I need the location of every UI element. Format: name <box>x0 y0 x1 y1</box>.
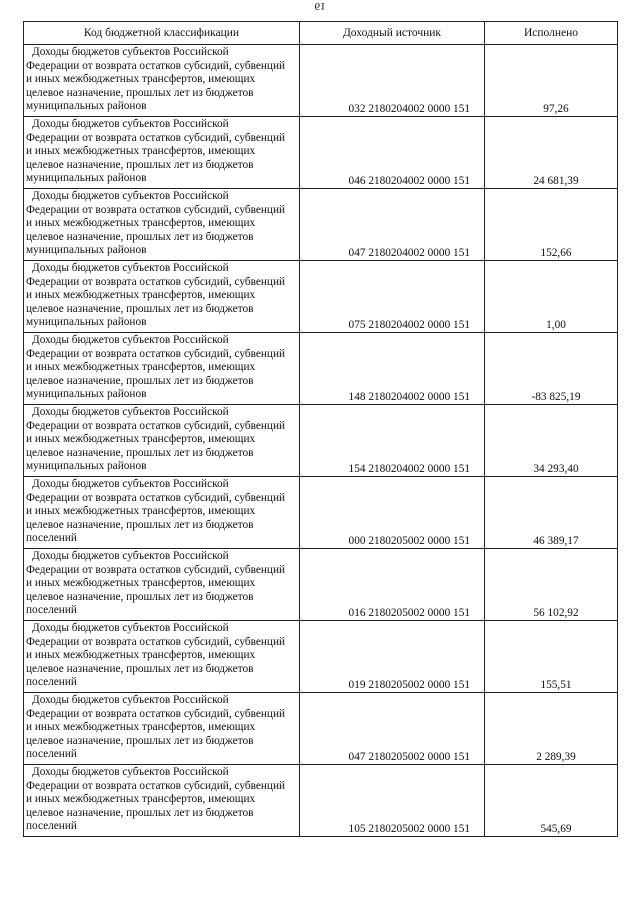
row-executed-value: 155,51 <box>485 621 618 693</box>
row-description <box>24 549 300 621</box>
description-line: Доходы бюджетов субъектов Российской <box>32 262 229 274</box>
row-description <box>24 405 300 477</box>
description-line: Доходы бюджетов субъектов Российской <box>32 550 229 562</box>
row-executed-value: 34 293,40 <box>485 405 618 477</box>
description-line: целевое назначение, прошлых лет из бюджетов <box>26 86 254 99</box>
description-line: муниципальных районов <box>26 244 147 257</box>
description-line: целевое назначение, прошлых лет из бюджетов <box>26 302 254 315</box>
description-line: Доходы бюджетов субъектов Российской <box>32 118 229 130</box>
description-line: Доходы бюджетов субъектов Российской <box>32 190 229 202</box>
description-line: Федерации от возврата остатков субсидий, субвенций <box>26 275 286 288</box>
description-line: и иных межбюджетных трансфертов, имеющих <box>26 649 256 662</box>
description-line: поселений <box>26 604 77 617</box>
description-line: муниципальных районов <box>26 388 147 401</box>
table-row <box>24 405 618 477</box>
description-line: Федерации от возврата остатков субсидий, субвенций <box>26 635 286 648</box>
description-line: Федерации от возврата остатков субсидий, субвенций <box>26 779 286 792</box>
description-line: целевое назначение, прошлых лет из бюджетов <box>26 230 254 243</box>
row-source-code: 032 2180204002 0000 151 <box>300 45 485 117</box>
header-row <box>24 22 618 45</box>
description-line: целевое назначение, прошлых лет из бюджетов <box>26 158 254 171</box>
row-description <box>24 693 300 765</box>
row-source-code: 105 2180205002 0000 151 <box>300 765 485 837</box>
row-source-code: 075 2180204002 0000 151 <box>300 261 485 333</box>
row-description <box>24 477 300 549</box>
description-line: и иных межбюджетных трансфертов, имеющих <box>26 73 256 86</box>
row-source-code: 047 2180205002 0000 151 <box>300 693 485 765</box>
description-line: и иных межбюджетных трансфертов, имеющих <box>26 433 256 446</box>
table-row <box>24 765 618 837</box>
description-line: Доходы бюджетов субъектов Российской <box>32 46 229 58</box>
description-line: поселений <box>26 748 77 761</box>
description-line: поселений <box>26 820 77 833</box>
description-line: поселений <box>26 532 77 545</box>
table-body <box>24 45 618 837</box>
description-line: и иных межбюджетных трансфертов, имеющих <box>26 145 256 158</box>
description-line: и иных межбюджетных трансфертов, имеющих <box>26 505 256 518</box>
row-source-code: 019 2180205002 0000 151 <box>300 621 485 693</box>
description-line: муниципальных районов <box>26 460 147 473</box>
description-line: муниципальных районов <box>26 172 147 185</box>
row-executed-value: -83 825,19 <box>485 333 618 405</box>
description-line: поселений <box>26 676 77 689</box>
description-line: целевое назначение, прошлых лет из бюджетов <box>26 374 254 387</box>
description-line: Федерации от возврата остатков субсидий, субвенций <box>26 131 286 144</box>
description-line: Федерации от возврата остатков субсидий, субвенций <box>26 59 286 72</box>
table-row <box>24 621 618 693</box>
description-line: и иных межбюджетных трансфертов, имеющих <box>26 793 256 806</box>
description-line: и иных межбюджетных трансфертов, имеющих <box>26 217 256 230</box>
row-description <box>24 45 300 117</box>
header-classification: Код бюджетной классификации <box>24 22 300 45</box>
row-source-code: 047 2180204002 0000 151 <box>300 189 485 261</box>
table-row <box>24 693 618 765</box>
description-line: муниципальных районов <box>26 316 147 329</box>
table-row <box>24 117 618 189</box>
row-source-code: 046 2180204002 0000 151 <box>300 117 485 189</box>
budget-table <box>23 21 618 837</box>
description-line: Доходы бюджетов субъектов Российской <box>32 478 229 490</box>
row-executed-value: 56 102,92 <box>485 549 618 621</box>
description-line: Доходы бюджетов субъектов Российской <box>32 766 229 778</box>
description-line: Федерации от возврата остатков субсидий, субвенций <box>26 563 286 576</box>
description-line: целевое назначение, прошлых лет из бюджетов <box>26 518 254 531</box>
table-row <box>24 45 618 117</box>
description-line: Доходы бюджетов субъектов Российской <box>32 622 229 634</box>
header-source: Доходный источник <box>300 22 485 45</box>
row-description <box>24 765 300 837</box>
description-line: целевое назначение, прошлых лет из бюджетов <box>26 806 254 819</box>
row-source-code: 154 2180204002 0000 151 <box>300 405 485 477</box>
table-row <box>24 261 618 333</box>
description-line: Федерации от возврата остатков субсидий, субвенций <box>26 347 286 360</box>
description-line: Федерации от возврата остатков субсидий, субвенций <box>26 419 286 432</box>
row-source-code: 000 2180205002 0000 151 <box>300 477 485 549</box>
page-number: 61 <box>314 0 326 12</box>
table-row <box>24 189 618 261</box>
row-source-code: 016 2180205002 0000 151 <box>300 549 485 621</box>
row-source-code: 148 2180204002 0000 151 <box>300 333 485 405</box>
description-line: целевое назначение, прошлых лет из бюджетов <box>26 446 254 459</box>
description-line: и иных межбюджетных трансфертов, имеющих <box>26 721 256 734</box>
row-executed-value: 1,00 <box>485 261 618 333</box>
row-executed-value: 152,66 <box>485 189 618 261</box>
description-line: и иных межбюджетных трансфертов, имеющих <box>26 577 256 590</box>
table-header <box>24 22 618 45</box>
table-row <box>24 549 618 621</box>
row-executed-value: 24 681,39 <box>485 117 618 189</box>
description-line: Доходы бюджетов субъектов Российской <box>32 334 229 346</box>
row-executed-value: 46 389,17 <box>485 477 618 549</box>
row-executed-value: 2 289,39 <box>485 693 618 765</box>
description-line: и иных межбюджетных трансфертов, имеющих <box>26 361 256 374</box>
row-executed-value: 97,26 <box>485 45 618 117</box>
row-description <box>24 261 300 333</box>
description-line: Доходы бюджетов субъектов Российской <box>32 406 229 418</box>
table-row <box>24 477 618 549</box>
row-description <box>24 117 300 189</box>
description-line: целевое назначение, прошлых лет из бюджетов <box>26 590 254 603</box>
row-description <box>24 189 300 261</box>
description-line: целевое назначение, прошлых лет из бюджетов <box>26 734 254 747</box>
description-line: Федерации от возврата остатков субсидий, субвенций <box>26 707 286 720</box>
row-executed-value: 545,69 <box>485 765 618 837</box>
row-description <box>24 333 300 405</box>
description-line: Федерации от возврата остатков субсидий, субвенций <box>26 491 286 504</box>
table-row <box>24 333 618 405</box>
row-description <box>24 621 300 693</box>
header-executed: Исполнено <box>485 22 618 45</box>
description-line: Федерации от возврата остатков субсидий, субвенций <box>26 203 286 216</box>
description-line: муниципальных районов <box>26 100 147 113</box>
description-line: целевое назначение, прошлых лет из бюджетов <box>26 662 254 675</box>
description-line: и иных межбюджетных трансфертов, имеющих <box>26 289 256 302</box>
description-line: Доходы бюджетов субъектов Российской <box>32 694 229 706</box>
